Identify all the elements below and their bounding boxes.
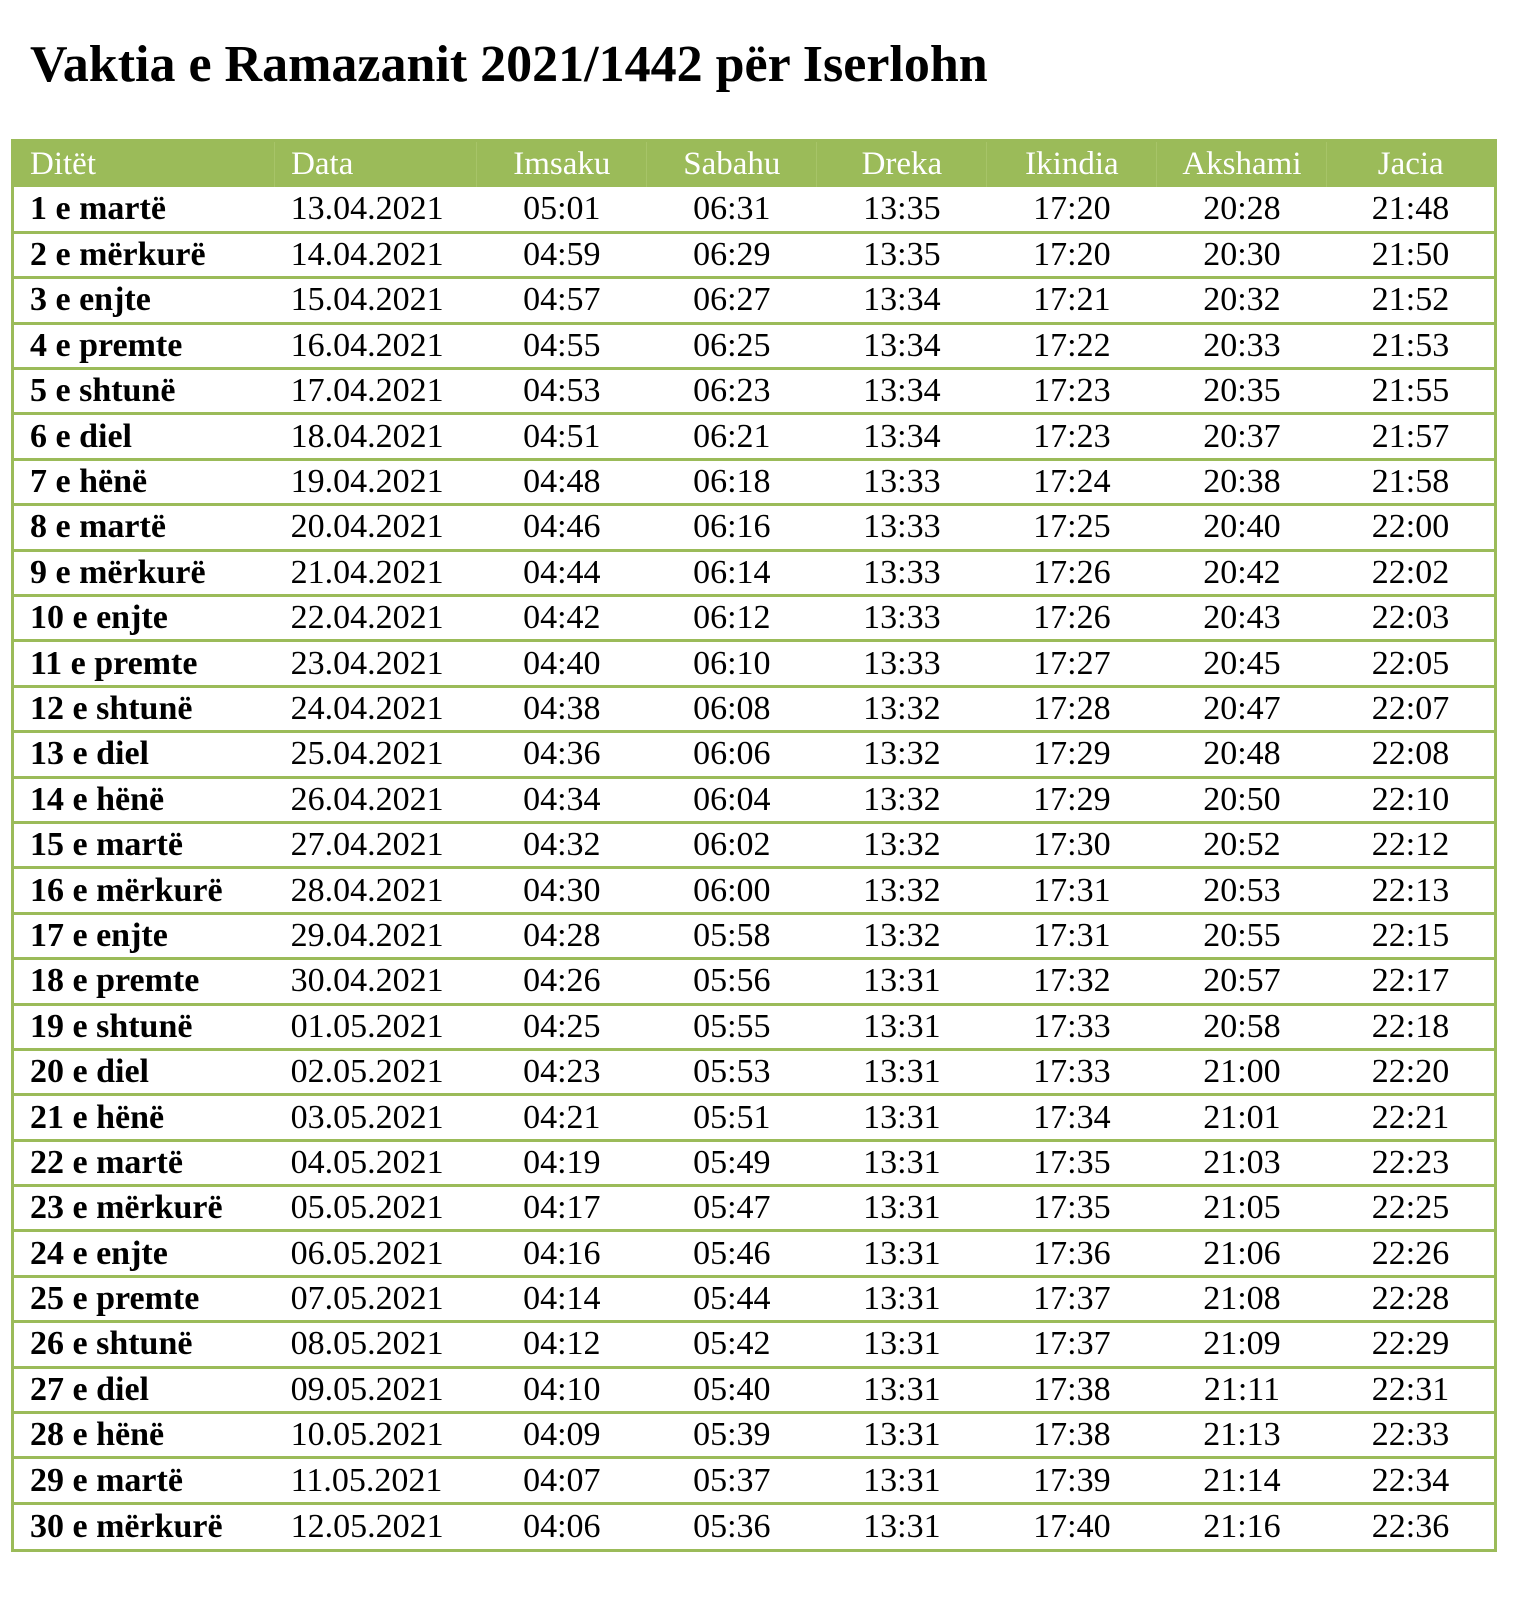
date-cell: 25.04.2021 — [290, 735, 444, 773]
column-header-date: Data — [275, 142, 477, 187]
asr-cell: 17:35 — [1033, 1189, 1111, 1227]
dhuhr-cell: 13:33 — [863, 463, 941, 501]
maghrib-cell: 20:40 — [1203, 508, 1281, 546]
fajr-cell: 06:04 — [693, 780, 771, 818]
dhuhr-cell: 13:31 — [863, 1370, 941, 1408]
table-row — [14, 1186, 1494, 1231]
dhuhr-cell: 13:31 — [863, 1507, 941, 1545]
day-cell: 19 e shtunë — [30, 1007, 193, 1045]
dhuhr-cell: 13:31 — [863, 1234, 941, 1272]
dhuhr-cell: 13:34 — [863, 326, 941, 364]
isha-cell: 22:08 — [1371, 735, 1450, 773]
asr-cell: 17:25 — [1033, 508, 1111, 546]
column-header-day: Ditët — [14, 142, 275, 187]
asr-cell: 17:37 — [1033, 1325, 1111, 1363]
imsak-cell: 04:14 — [523, 1280, 601, 1318]
date-cell: 06.05.2021 — [290, 1234, 444, 1272]
column-header-isha: Jacia — [1377, 146, 1444, 182]
day-cell: 5 e shtunë — [30, 372, 176, 410]
date-cell: 23.04.2021 — [290, 644, 444, 682]
day-cell: 25 e premte — [30, 1280, 200, 1318]
table-row — [14, 1004, 1494, 1049]
fajr-cell: 05:47 — [693, 1189, 771, 1227]
dhuhr-cell: 13:32 — [863, 871, 941, 909]
column-header-imsak: Imsaku — [477, 142, 647, 187]
table-row — [14, 732, 1494, 777]
column-header-maghrib: Akshami — [1157, 142, 1327, 187]
date-cell: 17.04.2021 — [290, 372, 444, 410]
dhuhr-cell: 13:32 — [863, 689, 941, 727]
asr-cell: 17:24 — [1033, 463, 1111, 501]
date-cell: 30.04.2021 — [290, 962, 444, 1000]
dhuhr-cell: 13:33 — [863, 508, 941, 546]
fajr-cell: 05:37 — [693, 1461, 771, 1499]
asr-cell: 17:20 — [1033, 189, 1111, 227]
day-cell: 7 e hënë — [30, 463, 148, 501]
fajr-cell: 05:44 — [693, 1280, 771, 1318]
isha-cell: 22:34 — [1371, 1461, 1450, 1499]
asr-cell: 17:22 — [1033, 326, 1111, 364]
asr-cell: 17:34 — [1033, 1098, 1111, 1136]
isha-cell: 22:31 — [1371, 1370, 1450, 1408]
imsak-cell: 04:07 — [523, 1461, 601, 1499]
date-cell: 01.05.2021 — [290, 1007, 444, 1045]
isha-cell: 22:23 — [1371, 1143, 1450, 1181]
dhuhr-cell: 13:31 — [863, 1189, 941, 1227]
date-cell: 12.05.2021 — [290, 1507, 444, 1545]
table-row — [14, 686, 1494, 731]
fajr-cell: 06:00 — [693, 871, 771, 909]
day-cell: 27 e diel — [30, 1370, 149, 1408]
table-header — [14, 142, 1494, 187]
fajr-cell: 06:23 — [693, 372, 771, 410]
date-cell: 10.05.2021 — [290, 1416, 444, 1454]
isha-cell: 22:13 — [1371, 871, 1450, 909]
table-row — [14, 1095, 1494, 1140]
maghrib-cell: 20:50 — [1203, 780, 1281, 818]
table-row — [14, 641, 1494, 686]
page-title: Vaktia e Ramazanit 2021/1442 për Iserlohn — [30, 36, 988, 93]
isha-cell: 22:07 — [1371, 689, 1450, 727]
fajr-cell: 05:56 — [693, 962, 771, 1000]
table-row — [14, 369, 1494, 414]
asr-cell: 17:29 — [1033, 735, 1111, 773]
fajr-cell: 06:18 — [693, 463, 771, 501]
imsak-cell: 04:34 — [523, 780, 601, 818]
table-row — [14, 959, 1494, 1004]
day-cell: 18 e premte — [30, 962, 200, 1000]
date-cell: 09.05.2021 — [290, 1370, 444, 1408]
asr-cell: 17:30 — [1033, 826, 1111, 864]
day-cell: 16 e mërkurë — [30, 871, 223, 909]
imsak-cell: 04:09 — [523, 1416, 601, 1454]
maghrib-cell: 20:42 — [1203, 553, 1281, 591]
asr-cell: 17:26 — [1033, 599, 1111, 637]
imsak-cell: 04:59 — [523, 236, 601, 274]
fajr-cell: 06:16 — [693, 508, 771, 546]
asr-cell: 17:38 — [1033, 1370, 1111, 1408]
column-header-asr: Ikindia — [987, 142, 1157, 187]
isha-cell: 22:28 — [1371, 1280, 1450, 1318]
table-row — [14, 1503, 1494, 1548]
maghrib-cell: 20:48 — [1203, 735, 1281, 773]
maghrib-cell: 21:09 — [1203, 1325, 1281, 1363]
table-body — [14, 187, 1494, 1549]
maghrib-cell: 21:03 — [1203, 1143, 1281, 1181]
table-row — [14, 1413, 1494, 1458]
table-row — [14, 1140, 1494, 1185]
day-cell: 4 e premte — [30, 326, 183, 364]
isha-cell: 21:50 — [1371, 236, 1450, 274]
asr-cell: 17:35 — [1033, 1143, 1111, 1181]
imsak-cell: 04:23 — [523, 1053, 601, 1091]
date-cell: 14.04.2021 — [290, 236, 444, 274]
dhuhr-cell: 13:32 — [863, 826, 941, 864]
day-cell: 20 e diel — [30, 1053, 149, 1091]
imsak-cell: 04:40 — [523, 644, 601, 682]
asr-cell: 17:26 — [1033, 553, 1111, 591]
maghrib-cell: 20:28 — [1203, 189, 1281, 227]
asr-cell: 17:21 — [1033, 281, 1111, 319]
maghrib-cell: 21:00 — [1203, 1053, 1281, 1091]
dhuhr-cell: 13:34 — [863, 281, 941, 319]
date-cell: 19.04.2021 — [290, 463, 444, 501]
day-cell: 17 e enjte — [30, 916, 168, 954]
fajr-cell: 05:53 — [693, 1053, 771, 1091]
day-cell: 28 e hënë — [30, 1416, 165, 1454]
table-row — [14, 1276, 1494, 1321]
imsak-cell: 04:46 — [523, 508, 601, 546]
asr-cell: 17:31 — [1033, 916, 1111, 954]
asr-cell: 17:32 — [1033, 962, 1111, 1000]
isha-cell: 22:17 — [1371, 962, 1450, 1000]
fajr-cell: 06:02 — [693, 826, 771, 864]
table-row — [14, 913, 1494, 958]
imsak-cell: 04:48 — [523, 463, 601, 501]
maghrib-cell: 21:05 — [1203, 1189, 1281, 1227]
dhuhr-cell: 13:31 — [863, 962, 941, 1000]
fajr-cell: 05:51 — [693, 1098, 771, 1136]
date-cell: 11.05.2021 — [290, 1461, 443, 1499]
table-row — [14, 323, 1494, 368]
isha-cell: 21:55 — [1371, 372, 1450, 410]
fajr-cell: 05:58 — [693, 916, 771, 954]
maghrib-cell: 21:08 — [1203, 1280, 1281, 1318]
maghrib-cell: 20:30 — [1203, 236, 1281, 274]
dhuhr-cell: 13:31 — [863, 1416, 941, 1454]
maghrib-cell: 20:45 — [1203, 644, 1281, 682]
imsak-cell: 05:01 — [523, 189, 601, 227]
day-cell: 2 e mërkurë — [30, 236, 206, 274]
date-cell: 08.05.2021 — [290, 1325, 444, 1363]
imsak-cell: 04:42 — [523, 599, 601, 637]
dhuhr-cell: 13:32 — [863, 735, 941, 773]
dhuhr-cell: 13:31 — [863, 1461, 941, 1499]
fajr-cell: 05:39 — [693, 1416, 771, 1454]
imsak-cell: 04:10 — [523, 1370, 601, 1408]
day-cell: 1 e martë — [30, 189, 166, 227]
day-cell: 10 e enjte — [30, 599, 168, 637]
table-row — [14, 822, 1494, 867]
table-row — [14, 596, 1494, 641]
day-cell: 3 e enjte — [30, 281, 151, 319]
isha-cell: 22:29 — [1371, 1325, 1450, 1363]
isha-cell: 22:20 — [1371, 1053, 1450, 1091]
table-row — [14, 550, 1494, 595]
isha-cell: 22:12 — [1371, 826, 1450, 864]
day-cell: 15 e martë — [30, 826, 183, 864]
maghrib-cell: 21:06 — [1203, 1234, 1281, 1272]
isha-cell: 22:33 — [1371, 1416, 1450, 1454]
imsak-cell: 04:53 — [523, 372, 601, 410]
fajr-cell: 06:29 — [693, 236, 771, 274]
asr-cell: 17:38 — [1033, 1416, 1111, 1454]
imsak-cell: 04:21 — [523, 1098, 601, 1136]
column-header-fajr: Sabahu — [647, 142, 817, 187]
maghrib-cell: 21:11 — [1203, 1370, 1281, 1408]
table-row — [14, 459, 1494, 504]
maghrib-cell: 20:43 — [1203, 599, 1281, 637]
isha-cell: 21:52 — [1371, 281, 1450, 319]
day-cell: 22 e martë — [30, 1143, 183, 1181]
fajr-cell: 06:31 — [693, 189, 771, 227]
isha-cell: 22:21 — [1371, 1098, 1450, 1136]
date-cell: 13.04.2021 — [290, 189, 444, 227]
table-row — [14, 868, 1494, 913]
dhuhr-cell: 13:33 — [863, 644, 941, 682]
table-row — [14, 1367, 1494, 1412]
day-cell: 24 e enjte — [30, 1234, 168, 1272]
dhuhr-cell: 13:31 — [863, 1143, 941, 1181]
maghrib-cell: 20:52 — [1203, 826, 1281, 864]
imsak-cell: 04:51 — [523, 417, 601, 455]
fajr-cell: 05:55 — [693, 1007, 771, 1045]
imsak-cell: 04:19 — [523, 1143, 601, 1181]
fajr-cell: 05:49 — [693, 1143, 771, 1181]
isha-cell: 22:25 — [1371, 1189, 1450, 1227]
maghrib-cell: 20:47 — [1203, 689, 1281, 727]
date-cell: 27.04.2021 — [290, 826, 444, 864]
day-cell: 21 e hënë — [30, 1098, 165, 1136]
prayer-times-table — [14, 142, 1494, 1549]
dhuhr-cell: 13:34 — [863, 417, 941, 455]
isha-cell: 22:15 — [1371, 916, 1450, 954]
fajr-cell: 06:08 — [693, 689, 771, 727]
asr-cell: 17:28 — [1033, 689, 1111, 727]
imsak-cell: 04:26 — [523, 962, 601, 1000]
day-cell: 23 e mërkurë — [30, 1189, 223, 1227]
imsak-cell: 04:32 — [523, 826, 601, 864]
fajr-cell: 06:25 — [693, 326, 771, 364]
asr-cell: 17:33 — [1033, 1053, 1111, 1091]
day-cell: 14 e hënë — [30, 780, 165, 818]
isha-cell: 21:57 — [1371, 417, 1450, 455]
table-row — [14, 505, 1494, 550]
day-cell: 29 e martë — [30, 1461, 183, 1499]
date-cell: 20.04.2021 — [290, 508, 444, 546]
imsak-cell: 04:55 — [523, 326, 601, 364]
asr-cell: 17:33 — [1033, 1007, 1111, 1045]
day-cell: 6 e diel — [30, 417, 132, 455]
maghrib-cell: 20:53 — [1203, 871, 1281, 909]
imsak-cell: 04:30 — [523, 871, 601, 909]
isha-cell: 22:03 — [1371, 599, 1450, 637]
date-cell: 03.05.2021 — [290, 1098, 444, 1136]
column-header-dhuhr: Dreka — [817, 142, 987, 187]
fajr-cell: 05:42 — [693, 1325, 771, 1363]
fajr-cell: 06:10 — [693, 644, 771, 682]
maghrib-cell: 20:55 — [1203, 916, 1281, 954]
maghrib-cell: 21:14 — [1203, 1461, 1281, 1499]
maghrib-cell: 20:57 — [1203, 962, 1281, 1000]
asr-cell: 17:31 — [1033, 871, 1111, 909]
date-cell: 04.05.2021 — [290, 1143, 444, 1181]
dhuhr-cell: 13:35 — [863, 236, 941, 274]
isha-cell: 22:26 — [1371, 1234, 1450, 1272]
day-cell: 13 e diel — [30, 735, 149, 773]
dhuhr-cell: 13:32 — [863, 916, 941, 954]
maghrib-cell: 20:58 — [1203, 1007, 1281, 1045]
imsak-cell: 04:17 — [523, 1189, 601, 1227]
day-cell: 12 e shtunë — [30, 689, 193, 727]
imsak-cell: 04:38 — [523, 689, 601, 727]
date-cell: 28.04.2021 — [290, 871, 444, 909]
date-cell: 21.04.2021 — [290, 553, 444, 591]
maghrib-cell: 20:38 — [1203, 463, 1281, 501]
isha-cell: 22:36 — [1371, 1507, 1450, 1545]
dhuhr-cell: 13:31 — [863, 1007, 941, 1045]
dhuhr-cell: 13:31 — [863, 1053, 941, 1091]
date-cell: 24.04.2021 — [290, 689, 444, 727]
maghrib-cell: 20:33 — [1203, 326, 1281, 364]
dhuhr-cell: 13:32 — [863, 780, 941, 818]
fajr-cell: 06:06 — [693, 735, 771, 773]
imsak-cell: 04:36 — [523, 735, 601, 773]
imsak-cell: 04:57 — [523, 281, 601, 319]
dhuhr-cell: 13:33 — [863, 599, 941, 637]
asr-cell: 17:27 — [1033, 644, 1111, 682]
date-cell: 26.04.2021 — [290, 780, 444, 818]
date-cell: 29.04.2021 — [290, 916, 444, 954]
isha-cell: 21:53 — [1371, 326, 1450, 364]
date-cell: 05.05.2021 — [290, 1189, 444, 1227]
date-cell: 15.04.2021 — [290, 281, 444, 319]
table-row — [14, 414, 1494, 459]
asr-cell: 17:20 — [1033, 236, 1111, 274]
asr-cell: 17:23 — [1033, 372, 1111, 410]
day-cell: 11 e premte — [30, 644, 198, 682]
imsak-cell: 04:16 — [523, 1234, 601, 1272]
maghrib-cell: 21:13 — [1203, 1416, 1281, 1454]
date-cell: 18.04.2021 — [290, 417, 444, 455]
isha-cell: 22:00 — [1371, 508, 1450, 546]
asr-cell: 17:40 — [1033, 1507, 1111, 1545]
imsak-cell: 04:44 — [523, 553, 601, 591]
table-row — [14, 1322, 1494, 1367]
fajr-cell: 06:12 — [693, 599, 771, 637]
imsak-cell: 04:28 — [523, 916, 601, 954]
table-row — [14, 1458, 1494, 1503]
isha-cell: 22:10 — [1371, 780, 1450, 818]
maghrib-cell: 20:37 — [1203, 417, 1281, 455]
fajr-cell: 05:46 — [693, 1234, 771, 1272]
dhuhr-cell: 13:31 — [863, 1280, 941, 1318]
date-cell: 02.05.2021 — [290, 1053, 444, 1091]
day-cell: 26 e shtunë — [30, 1325, 193, 1363]
fajr-cell: 05:40 — [693, 1370, 771, 1408]
asr-cell: 17:29 — [1033, 780, 1111, 818]
imsak-cell: 04:06 — [523, 1507, 601, 1545]
date-cell: 07.05.2021 — [290, 1280, 444, 1318]
dhuhr-cell: 13:35 — [863, 189, 941, 227]
isha-cell: 22:02 — [1371, 553, 1450, 591]
isha-cell: 22:18 — [1371, 1007, 1450, 1045]
table-row — [14, 187, 1494, 232]
maghrib-cell: 20:35 — [1203, 372, 1281, 410]
table-row — [14, 1231, 1494, 1276]
header-row — [14, 142, 1494, 187]
dhuhr-cell: 13:33 — [863, 553, 941, 591]
maghrib-cell: 21:01 — [1203, 1098, 1281, 1136]
table-row — [14, 232, 1494, 277]
fajr-cell: 06:27 — [693, 281, 771, 319]
imsak-cell: 04:25 — [523, 1007, 601, 1045]
isha-cell: 21:48 — [1371, 189, 1450, 227]
day-cell: 8 e martë — [30, 508, 166, 546]
fajr-cell: 06:21 — [693, 417, 771, 455]
asr-cell: 17:37 — [1033, 1280, 1111, 1318]
fajr-cell: 05:36 — [693, 1507, 771, 1545]
date-cell: 22.04.2021 — [290, 599, 444, 637]
isha-cell: 22:05 — [1371, 644, 1450, 682]
isha-cell: 21:58 — [1371, 463, 1450, 501]
day-cell: 9 e mërkurë — [30, 553, 206, 591]
dhuhr-cell: 13:31 — [863, 1098, 941, 1136]
asr-cell: 17:36 — [1033, 1234, 1111, 1272]
asr-cell: 17:23 — [1033, 417, 1111, 455]
table-row — [14, 1049, 1494, 1094]
maghrib-cell: 21:16 — [1203, 1507, 1281, 1545]
table-row — [14, 278, 1494, 323]
day-cell: 30 e mërkurë — [30, 1507, 223, 1545]
dhuhr-cell: 13:31 — [863, 1325, 941, 1363]
date-cell: 16.04.2021 — [290, 326, 444, 364]
dhuhr-cell: 13:34 — [863, 372, 941, 410]
imsak-cell: 04:12 — [523, 1325, 601, 1363]
table-row — [14, 777, 1494, 822]
asr-cell: 17:39 — [1033, 1461, 1111, 1499]
maghrib-cell: 20:32 — [1203, 281, 1281, 319]
prayer-times-table-container — [11, 139, 1497, 1552]
fajr-cell: 06:14 — [693, 553, 771, 591]
